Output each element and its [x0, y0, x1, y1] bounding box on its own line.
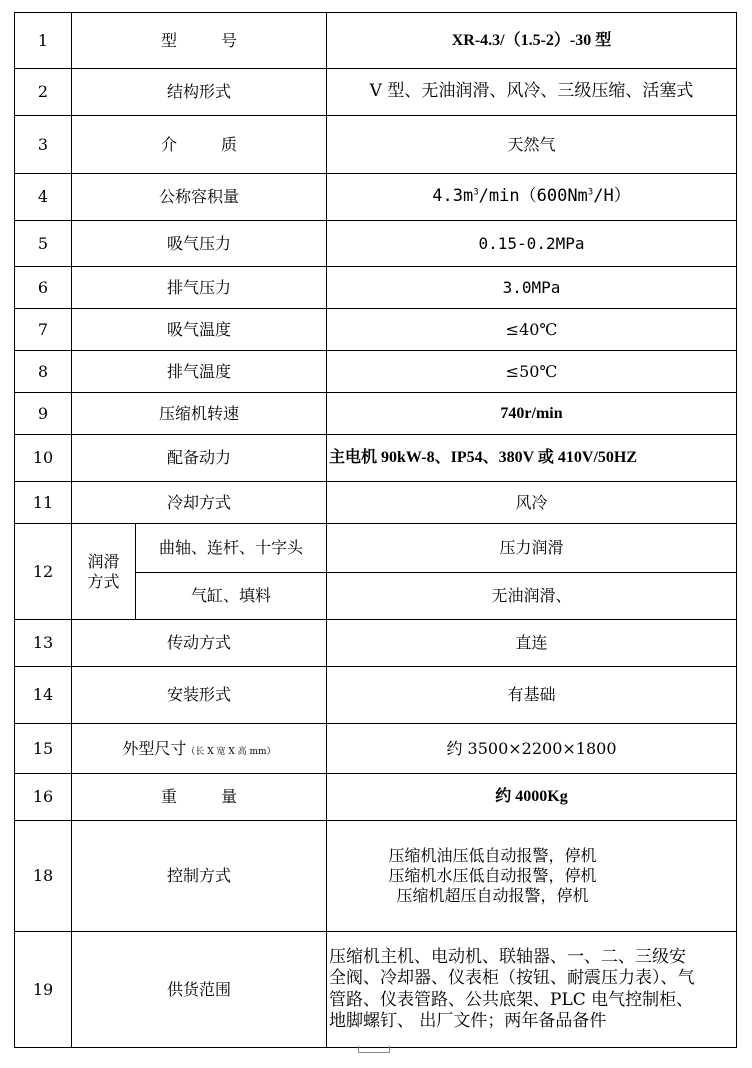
row-number: 4 — [15, 174, 72, 221]
row-item — [72, 116, 327, 174]
row-number: 9 — [15, 393, 72, 435]
row-value: 无油润滑、 — [327, 573, 737, 620]
table-row — [15, 69, 737, 116]
table-row — [15, 13, 737, 69]
table-row — [15, 351, 737, 393]
row-sub-item: 曲轴、连杆、十字头 — [136, 524, 327, 573]
row-item: 吸气压力 — [72, 221, 327, 267]
row-group-label: 润滑 方式 — [72, 524, 136, 620]
row-number: 12 — [15, 524, 72, 620]
row-number: 10 — [15, 435, 72, 482]
row-value: 直连 — [327, 620, 737, 667]
row-value: ≤40℃ — [327, 309, 737, 351]
row-value: 有基础 — [327, 667, 737, 724]
row-item: 传动方式 — [72, 620, 327, 667]
row-item: 供货范围 — [72, 932, 327, 1048]
row-item: 排气压力 — [72, 267, 327, 309]
row-number: 18 — [15, 821, 72, 932]
table-row — [15, 932, 737, 1048]
row-item: 公称容积量 — [72, 174, 327, 221]
table-row — [15, 774, 737, 821]
table-row — [15, 620, 737, 667]
row-item: 冷却方式 — [72, 482, 327, 524]
row-item: 重 量 — [72, 774, 327, 821]
row-number: 2 — [15, 69, 72, 116]
row-item: 排气温度 — [72, 351, 327, 393]
row-value: 0.15-0.2MPa — [327, 221, 737, 267]
row-value: V 型、无油润滑、风冷、三级压缩、活塞式 — [327, 69, 737, 116]
page-footer-mark — [358, 1046, 390, 1053]
row-number: 14 — [15, 667, 72, 724]
item-char: 型 — [160, 30, 177, 50]
table-row — [15, 221, 737, 267]
row-item: 压缩机转速 — [72, 393, 327, 435]
row-value: 约 4000Kg — [327, 774, 737, 821]
item-char: 号 — [221, 30, 238, 50]
row-value: 天然气 — [327, 116, 737, 174]
row-value: 约 3500×2200×1800 — [327, 724, 737, 774]
table-row — [15, 435, 737, 482]
row-value: 压缩机主机、电动机、联轴器、一、二、三级安 全阀、冷却器、仪表柜（按钮、耐震压力表）、气 管路、仪表管路、公共底架、PLC 电气控制柜、 地脚螺钉、 出厂文件；两年备品备件 — [327, 932, 737, 1048]
row-value: 主电机 90kW-8、IP54、380V 或 410V/50HZ — [327, 435, 737, 482]
table-row — [15, 393, 737, 435]
row-value: 3.0MPa — [327, 267, 737, 309]
row-item: 控制方式 — [72, 821, 327, 932]
table-row — [15, 821, 737, 932]
item-char: 质 — [221, 134, 238, 154]
row-value: 压力润滑 — [327, 524, 737, 573]
table-row — [15, 524, 737, 573]
row-number: 15 — [15, 724, 72, 774]
row-value: $4.3m^3/\min(600Nm^3/H)$ — [327, 174, 737, 221]
row-number: 16 — [15, 774, 72, 821]
row-number: 8 — [15, 351, 72, 393]
row-item — [72, 13, 327, 69]
row-number: 19 — [15, 932, 72, 1048]
table-row — [15, 724, 737, 774]
row-value: ≤50℃ — [327, 351, 737, 393]
row-item: 吸气温度 — [72, 309, 327, 351]
row-sub-item: 气缸、填料 — [136, 573, 327, 620]
table-row — [15, 116, 737, 174]
row-number: 5 — [15, 221, 72, 267]
row-number: 11 — [15, 482, 72, 524]
table-row — [15, 267, 737, 309]
row-item: 外型尺寸（长 X 宽 X 高 mm） — [72, 724, 327, 774]
row-number: 1 — [15, 13, 72, 69]
spec-table — [14, 12, 737, 1048]
table-row — [15, 482, 737, 524]
row-item: 安装形式 — [72, 667, 327, 724]
row-value: 压缩机油压低自动报警，停机 压缩机水压低自动报警，停机 压缩机超压自动报警，停机 — [327, 821, 737, 932]
row-number: 7 — [15, 309, 72, 351]
row-number: 13 — [15, 620, 72, 667]
table-row — [15, 667, 737, 724]
row-number: 6 — [15, 267, 72, 309]
table-row — [15, 309, 737, 351]
item-char: 介 — [160, 134, 177, 154]
row-value: 风冷 — [327, 482, 737, 524]
row-value: XR-4.3/（1.5-2）-30 型 — [327, 13, 737, 69]
row-item: 配备动力 — [72, 435, 327, 482]
table-row — [15, 174, 737, 221]
row-number: 3 — [15, 116, 72, 174]
row-value: 740r/min — [327, 393, 737, 435]
row-item: 结构形式 — [72, 69, 327, 116]
